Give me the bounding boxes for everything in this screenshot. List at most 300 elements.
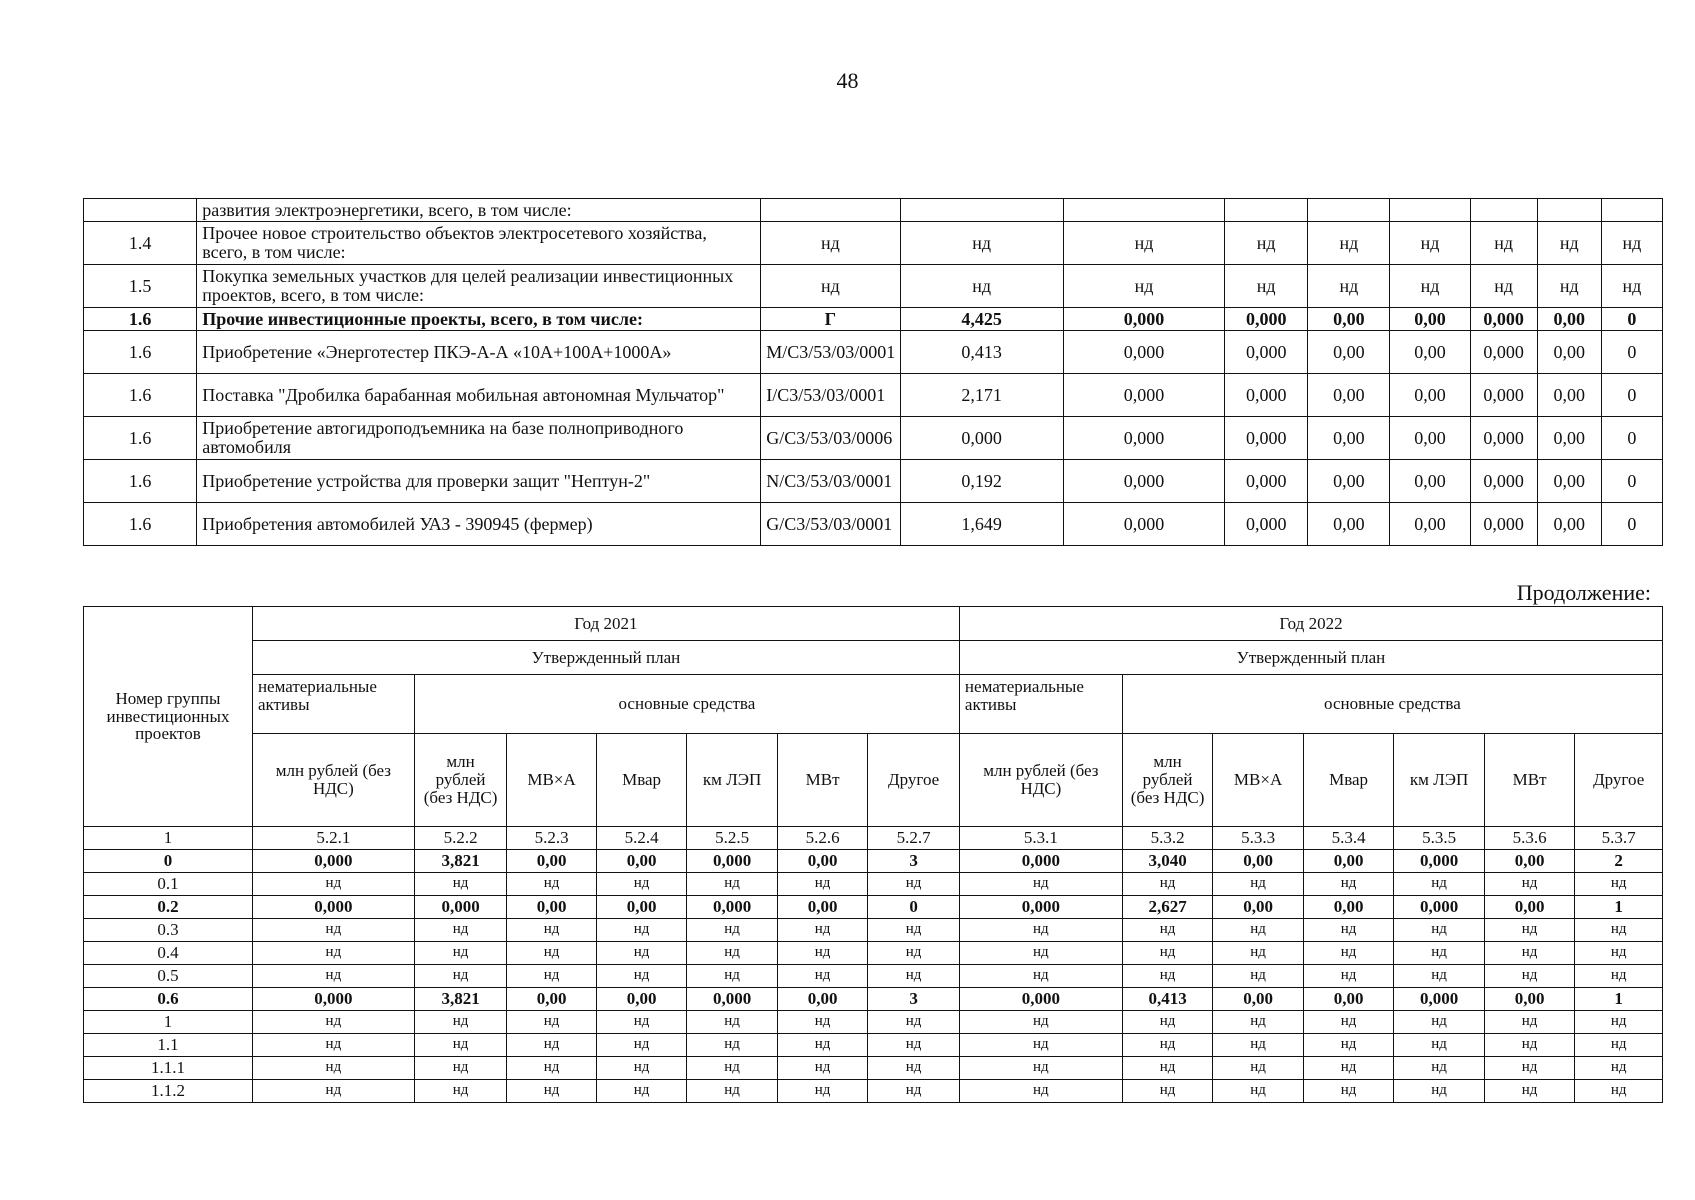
value-cell: нд [1122,1034,1213,1057]
value-cell: нд [687,873,778,896]
value-cell: нд [1213,919,1304,942]
value-cell: нд [1394,873,1485,896]
value-cell: нд [252,965,414,988]
value-cell: 0,00 [507,896,596,919]
project-code: нд [761,265,900,308]
value-cell: нд [1575,1011,1663,1034]
value-cell: нд [252,919,414,942]
value-cell: нд [1484,873,1575,896]
value-cell: 0,00 [1303,988,1394,1011]
table-row [84,1057,1663,1080]
value-cell: 0 [1601,331,1662,374]
project-code: I/C3/53/03/0001 [761,374,900,417]
value-cell: 0 [1601,503,1662,546]
value-cell: нд [1303,1080,1394,1103]
value-cell: 0,000 [1470,374,1537,417]
continuation-label: Продолжение: [1516,580,1651,605]
column-code: 5.3.1 [959,827,1122,850]
value-cell: 0,000 [1063,331,1224,374]
column-code: 5.3.7 [1575,827,1663,850]
value-cell: нд [252,1080,414,1103]
plan-2022-header: Утвержденный план [959,641,1662,675]
value-cell: 0 [868,896,960,919]
table-row [84,503,1663,546]
value-cell: 0,000 [1470,308,1537,331]
value-cell: нд [959,942,1122,965]
value-cell: нд [777,1080,868,1103]
value-cell: 0,00 [1537,503,1601,546]
fixed-assets-2021-header: основные средства [414,675,959,734]
table-row [84,417,1663,460]
value-cell: 0,000 [687,896,778,919]
unit-header: МВ×А [507,734,596,827]
value-cell: нд [507,965,596,988]
value-cell: нд [1394,919,1485,942]
value-cell: 3,821 [414,850,507,873]
value-cell: 0,00 [1484,988,1575,1011]
value-cell: нд [414,942,507,965]
project-code: Г [761,308,900,331]
value-cell: нд [1213,965,1304,988]
value-cell: нд [414,1034,507,1057]
value-cell: нд [1575,1057,1663,1080]
value-cell: 0,000 [1063,417,1224,460]
value-cell: нд [1575,873,1663,896]
value-cell: нд [1303,942,1394,965]
group-number: 1 [84,1011,253,1034]
group-number: 0.2 [84,896,253,919]
value-cell: нд [1484,1057,1575,1080]
value-cell: нд [507,1034,596,1057]
value-cell: 0,00 [1537,331,1601,374]
table-row [84,460,1663,503]
value-cell: нд [687,1034,778,1057]
value-cell: нд [414,919,507,942]
value-cell: нд [1063,222,1224,265]
column-code: 5.3.3 [1213,827,1304,850]
value-cell: 0,00 [1390,503,1470,546]
value-cell: нд [777,1034,868,1057]
value-cell: 0,000 [1394,850,1485,873]
value-cell: нд [1470,222,1537,265]
value-cell: 0,00 [596,850,687,873]
value-cell: 0,000 [1470,503,1537,546]
value-cell [1390,199,1470,222]
unit-header: млн рублей (без НДС) [252,734,414,827]
value-cell: 0,00 [596,896,687,919]
value-cell: нд [1303,965,1394,988]
group-number-header: Номер группы инвестиционных проектов [84,607,253,827]
value-cell: 3 [868,850,960,873]
project-name: Приобретение устройства для проверки защит "Нептун-2" [197,460,761,503]
column-code: 5.3.5 [1394,827,1485,850]
group-number: 1.1 [84,1034,253,1057]
row-number: 1.6 [84,374,197,417]
value-cell: нд [1601,265,1662,308]
value-cell [1537,199,1601,222]
group-number: 0.1 [84,873,253,896]
value-cell: 0,00 [1484,850,1575,873]
unit-header: МВт [1484,734,1575,827]
value-cell: 0,000 [959,988,1122,1011]
value-cell: 0,413 [1122,988,1213,1011]
value-cell: нд [1575,919,1663,942]
value-cell: нд [596,965,687,988]
value-cell: 1 [1575,896,1663,919]
value-cell: 0,000 [252,896,414,919]
value-cell: нд [1122,1080,1213,1103]
value-cell: 0,00 [1303,850,1394,873]
column-code: 1 [84,827,253,850]
value-cell: нд [1122,1011,1213,1034]
value-cell: нд [1394,1034,1485,1057]
value-cell: 2,171 [900,374,1063,417]
value-cell: нд [1537,265,1601,308]
value-cell: 3,040 [1122,850,1213,873]
value-cell: нд [596,942,687,965]
value-cell: 2 [1575,850,1663,873]
project-name: Приобретение «Энерготестер ПКЭ-А-А «10А+100А+1000А» [197,331,761,374]
value-cell: нд [959,965,1122,988]
group-number: 0.3 [84,919,253,942]
value-cell: 0,000 [687,988,778,1011]
row-number: 1.6 [84,460,197,503]
value-cell: нд [1537,222,1601,265]
value-cell: 0,000 [1225,331,1308,374]
value-cell: 0 [1601,417,1662,460]
value-cell: нд [777,873,868,896]
column-code: 5.2.1 [252,827,414,850]
value-cell: нд [1213,873,1304,896]
value-cell: нд [1303,919,1394,942]
value-cell: нд [1122,1057,1213,1080]
value-cell: нд [687,1080,778,1103]
unit-header: млн рублей (без НДС) [414,734,507,827]
row-number [84,199,197,222]
value-cell: нд [252,1011,414,1034]
value-cell: нд [1394,1011,1485,1034]
table-row [84,942,1663,965]
value-cell: нд [1122,965,1213,988]
project-name: развития электроэнергетики, всего, в том числе: [197,199,761,222]
value-cell: нд [1484,965,1575,988]
value-cell: нд [1303,1011,1394,1034]
value-cell: 0,00 [777,850,868,873]
value-cell: 0,00 [777,896,868,919]
table-row [84,199,1663,222]
value-cell: нд [1484,1080,1575,1103]
unit-header: Другое [868,734,960,827]
value-cell: нд [1484,1034,1575,1057]
page-number: 48 [836,68,859,93]
value-cell: 0,000 [1225,417,1308,460]
value-cell [1308,199,1390,222]
column-code: 5.2.6 [777,827,868,850]
value-cell: 0 [1601,308,1662,331]
value-cell: 0,00 [1390,460,1470,503]
value-cell: нд [868,942,960,965]
value-cell: нд [252,942,414,965]
group-number: 0.6 [84,988,253,1011]
table-row [84,965,1663,988]
value-cell: нд [687,1011,778,1034]
value-cell: нд [1122,873,1213,896]
table-row [84,988,1663,1011]
value-cell: нд [596,873,687,896]
group-number: 0.4 [84,942,253,965]
value-cell: 0,00 [1537,417,1601,460]
value-cell: 0,00 [1303,896,1394,919]
value-cell: 0,000 [1225,308,1308,331]
value-cell: нд [1122,919,1213,942]
project-name: Приобретения автомобилей УАЗ - 390945 (фермер) [197,503,761,546]
value-cell: 0,00 [1537,460,1601,503]
value-cell: нд [1308,222,1390,265]
value-cell: нд [1303,1057,1394,1080]
value-cell: 0,00 [1213,988,1304,1011]
value-cell: нд [1575,965,1663,988]
project-code [761,199,900,222]
value-cell: нд [507,1080,596,1103]
unit-header: Другое [1575,734,1663,827]
value-cell: нд [868,873,960,896]
unit-header: Мвар [596,734,687,827]
value-cell: 0,000 [1225,374,1308,417]
project-name: Покупка земельных участков для целей реализации инвестиционных проектов, всего, в том числе: [197,265,761,308]
value-cell: нд [868,1057,960,1080]
value-cell: 0,000 [252,850,414,873]
value-cell: нд [1575,1034,1663,1057]
value-cell: нд [777,965,868,988]
unit-header: МВ×А [1213,734,1304,827]
value-cell: нд [900,222,1063,265]
table-row [84,1034,1663,1057]
row-number: 1.4 [84,222,197,265]
value-cell: 2,627 [1122,896,1213,919]
unit-header: МВт [777,734,868,827]
value-cell: 0,000 [1063,460,1224,503]
value-cell: нд [1390,222,1470,265]
year-2022-header: Год 2022 [959,607,1662,641]
value-cell: 0,00 [1308,417,1390,460]
value-cell: нд [1213,942,1304,965]
value-cell [900,199,1063,222]
value-cell: 0,00 [1390,308,1470,331]
value-cell: 1 [1575,988,1663,1011]
value-cell: нд [868,919,960,942]
value-cell: нд [252,873,414,896]
value-cell: 4,425 [900,308,1063,331]
value-cell: нд [1122,942,1213,965]
value-cell: 0,00 [1213,850,1304,873]
project-name: Поставка "Дробилка барабанная мобильная автономная Мульчатор" [197,374,761,417]
value-cell: нд [507,1057,596,1080]
value-cell: нд [414,965,507,988]
project-name: Прочие инвестиционные проекты, всего, в том числе: [197,308,761,331]
group-number: 1.1.1 [84,1057,253,1080]
value-cell [1470,199,1537,222]
column-code: 5.2.3 [507,827,596,850]
value-cell: 0,00 [1390,417,1470,460]
value-cell: нд [1213,1011,1304,1034]
value-cell: 0 [1601,374,1662,417]
value-cell: 0 [1601,460,1662,503]
column-code: 5.2.7 [868,827,960,850]
unit-header: млн рублей (без НДС) [959,734,1122,827]
table-row [84,265,1663,308]
project-name: Прочее новое строительство объектов электросетевого хозяйства, всего, в том числе: [197,222,761,265]
value-cell: нд [1394,942,1485,965]
value-cell: нд [959,919,1122,942]
value-cell: нд [777,919,868,942]
value-cell: нд [596,1057,687,1080]
row-number: 1.6 [84,331,197,374]
value-cell: нд [1601,222,1662,265]
value-cell: нд [1575,942,1663,965]
value-cell: нд [1394,965,1485,988]
row-number: 1.6 [84,417,197,460]
value-cell: 3 [868,988,960,1011]
value-cell: 3,821 [414,988,507,1011]
value-cell: нд [596,1011,687,1034]
value-cell: нд [596,1080,687,1103]
value-cell: нд [868,1080,960,1103]
value-cell: нд [252,1057,414,1080]
value-cell: нд [507,1011,596,1034]
table-row [84,919,1663,942]
value-cell: 0,000 [1470,331,1537,374]
value-cell: нд [252,1034,414,1057]
value-cell: 0,000 [959,850,1122,873]
unit-header: км ЛЭП [1394,734,1485,827]
value-cell [1063,199,1224,222]
value-cell: 0,000 [1225,503,1308,546]
value-cell: нд [507,919,596,942]
value-cell: 0,192 [900,460,1063,503]
value-cell: нд [777,1011,868,1034]
unit-header: км ЛЭП [687,734,778,827]
table-row [84,331,1663,374]
value-cell: нд [687,942,778,965]
value-cell: 0,000 [687,850,778,873]
value-cell: 0,00 [1537,374,1601,417]
value-cell: нд [1225,265,1308,308]
table-row [84,308,1663,331]
value-cell: 0,000 [1063,308,1224,331]
value-cell: нд [1484,942,1575,965]
value-cell: 0,000 [1470,460,1537,503]
intangible-2022-header: нематериальные активы [959,675,1122,734]
value-cell: 0,000 [1225,460,1308,503]
project-name: Приобретение автогидроподъемника на базе полноприводного автомобиля [197,417,761,460]
value-cell: нд [959,1011,1122,1034]
value-cell: 0,000 [1063,374,1224,417]
value-cell: нд [414,1080,507,1103]
year-2021-header: Год 2021 [252,607,959,641]
value-cell: 0,00 [1537,308,1601,331]
value-cell: 0,00 [1213,896,1304,919]
table-row [84,374,1663,417]
row-number: 1.6 [84,308,197,331]
value-cell: нд [1575,1080,1663,1103]
investment-projects-table [83,198,1663,546]
value-cell: нд [507,942,596,965]
value-cell: 0,413 [900,331,1063,374]
value-cell: 0,00 [1308,374,1390,417]
value-cell: нд [900,265,1063,308]
value-cell: 0,000 [1394,896,1485,919]
value-cell: 0,00 [596,988,687,1011]
value-cell: 0,00 [1390,331,1470,374]
value-cell: нд [1213,1080,1304,1103]
value-cell: нд [1394,1080,1485,1103]
table-row [84,896,1663,919]
value-cell: 0,00 [777,988,868,1011]
value-cell: 1,649 [900,503,1063,546]
value-cell: нд [507,873,596,896]
value-cell: 0,000 [1394,988,1485,1011]
group-number: 1.1.2 [84,1080,253,1103]
unit-header: млн рублей (без НДС) [1122,734,1213,827]
value-cell: нд [1470,265,1537,308]
value-cell: 0,00 [507,850,596,873]
value-cell: нд [1308,265,1390,308]
value-cell: нд [687,965,778,988]
value-cell: нд [687,919,778,942]
column-code: 5.3.4 [1303,827,1394,850]
column-code: 5.2.5 [687,827,778,850]
value-cell: нд [1484,1011,1575,1034]
value-cell: 0,000 [900,417,1063,460]
value-cell: 0,00 [1308,308,1390,331]
row-number: 1.5 [84,265,197,308]
value-cell: 0,00 [1484,896,1575,919]
value-cell: нд [1225,222,1308,265]
value-cell: нд [596,919,687,942]
value-cell: 0,000 [1063,503,1224,546]
value-cell: нд [596,1034,687,1057]
value-cell: 0,000 [414,896,507,919]
column-code: 5.3.2 [1122,827,1213,850]
value-cell: 0,00 [1308,503,1390,546]
column-code-row [84,827,1663,850]
project-code: M/C3/53/03/0001 [761,331,900,374]
table-row [84,850,1663,873]
fixed-assets-2022-header: основные средства [1122,675,1662,734]
value-cell: нд [868,1034,960,1057]
value-cell: нд [414,1011,507,1034]
value-cell: нд [414,1057,507,1080]
value-cell: 0,000 [959,896,1122,919]
value-cell: нд [868,965,960,988]
value-cell: нд [1213,1057,1304,1080]
unit-header: Мвар [1303,734,1394,827]
table-row [84,1011,1663,1034]
column-code: 5.3.6 [1484,827,1575,850]
value-cell: нд [1303,873,1394,896]
group-number: 0 [84,850,253,873]
value-cell: нд [1063,265,1224,308]
value-cell: нд [687,1057,778,1080]
project-code: N/C3/53/03/0001 [761,460,900,503]
value-cell: нд [1394,1057,1485,1080]
plan-2021-header: Утвержденный план [252,641,959,675]
value-cell: нд [959,1057,1122,1080]
value-cell: 0,00 [1390,374,1470,417]
intangible-2021-header: нематериальные активы [252,675,414,734]
value-cell: нд [959,1080,1122,1103]
table-row [84,873,1663,896]
